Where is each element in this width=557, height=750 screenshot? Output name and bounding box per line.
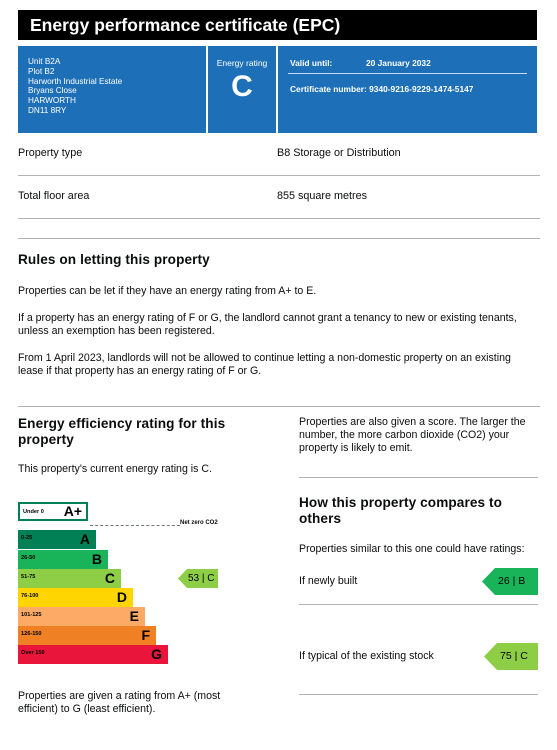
band-range: Over 150 [21,650,45,656]
divider [18,218,540,219]
band-letter: E [129,608,139,624]
compare-heading: How this property compares to [299,495,503,510]
compare-heading: others [299,511,342,526]
rules-paragraph: lease if that property has an energy rating of F or G. [18,365,262,377]
valid-until-value: 20 January 2032 [366,58,431,68]
band-range: Under 0 [23,509,44,515]
score-info: Properties are also given a score. The larger the [299,416,526,428]
address-line: DN11 8RY [28,105,67,115]
newly-built-marker [482,568,538,595]
certificate-number-label: Certificate number: [290,84,367,94]
band-a-plus [18,502,88,521]
typical-stock-label: If typical of the existing stock [299,650,434,662]
band-range: 126-150 [21,631,42,637]
band-e [18,607,145,626]
energy-rating-box [208,46,276,133]
band-f [18,626,156,645]
score-info: number, the more carbon dioxide (CO2) your [299,429,510,441]
divider [18,238,540,239]
band-range: 76-100 [21,593,39,599]
newly-built-label: If newly built [299,575,358,587]
divider [299,477,538,478]
band-letter: B [91,551,102,567]
rules-paragraph: Properties can be let if they have an energy rating from A+ to E. [18,285,317,297]
property-address [18,46,206,133]
rules-paragraph: unless an exemption has been registered. [18,325,215,337]
compare-intro: Properties similar to this one could have ratings: [299,543,525,555]
band-letter: G [151,646,162,662]
divider [18,406,540,407]
energy-rating-value: C [231,70,253,103]
address-line: Bryans Close [28,86,77,96]
band-letter: D [116,589,127,605]
band-g [18,645,168,664]
address-line: Unit B2A [28,57,61,66]
current-rating-text: This property's current energy rating is C. [18,463,212,475]
divider [299,694,538,695]
rules-paragraph: From 1 April 2023, landlords will not be allowed to continue letting a non-domestic property on an existing [18,352,511,364]
band-d [18,588,133,607]
efficiency-heading: property [18,432,74,447]
band-range: 51-75 [21,574,36,580]
rules-paragraph: If a property has an energy rating of F or G, the landlord cannot grant a tenancy to new or existing tenants, [18,312,517,324]
typical-stock-marker [484,643,538,670]
property-type-value: B8 Storage or Distribution [277,147,401,159]
score-info: property is likely to emit. [299,442,413,454]
certificate-number [290,84,473,94]
newly-built-value: 26 | B [498,575,526,587]
rating-footnote: efficient) to G (least efficient). [18,703,156,715]
net-zero-line [90,525,180,526]
divider [299,604,538,605]
certificate-details [278,46,537,133]
divider [288,73,527,74]
energy-rating-label: Energy rating [216,58,268,68]
band-letter: F [141,627,150,643]
band-range: 26-50 [21,555,36,561]
certificate-number-value: 9340-9216-9229-1474-5147 [369,84,474,94]
address-line: HARWORTH [28,96,76,106]
floor-area-value: 855 square metres [277,190,368,202]
address-line: Harworth Industrial Estate [28,76,123,86]
band-c [18,569,121,588]
floor-area-label: Total floor area [18,190,90,202]
band-b [18,550,108,569]
rating-footnote: Properties are given a rating from A+ (most [18,690,221,702]
typical-stock-value: 75 | C [500,650,528,662]
property-type-label: Property type [18,147,83,159]
current-rating-marker [178,569,218,588]
net-zero-label: Net zero CO2 [180,520,218,526]
band-a [18,530,96,549]
band-letter: A [79,531,90,547]
band-letter: A+ [63,503,82,519]
band-range: 101-125 [21,612,42,618]
efficiency-heading: Energy efficiency rating for this [18,416,226,431]
band-letter: C [104,570,115,586]
address-line: Plot B2 [28,66,55,76]
band-range: 0-25 [21,535,33,541]
valid-until-label: Valid until: [290,58,333,68]
current-rating-value: 53 | C [188,573,215,584]
rules-heading: Rules on letting this property [18,252,210,267]
divider [18,175,540,176]
page-title: Energy performance certificate (EPC) [18,10,537,40]
